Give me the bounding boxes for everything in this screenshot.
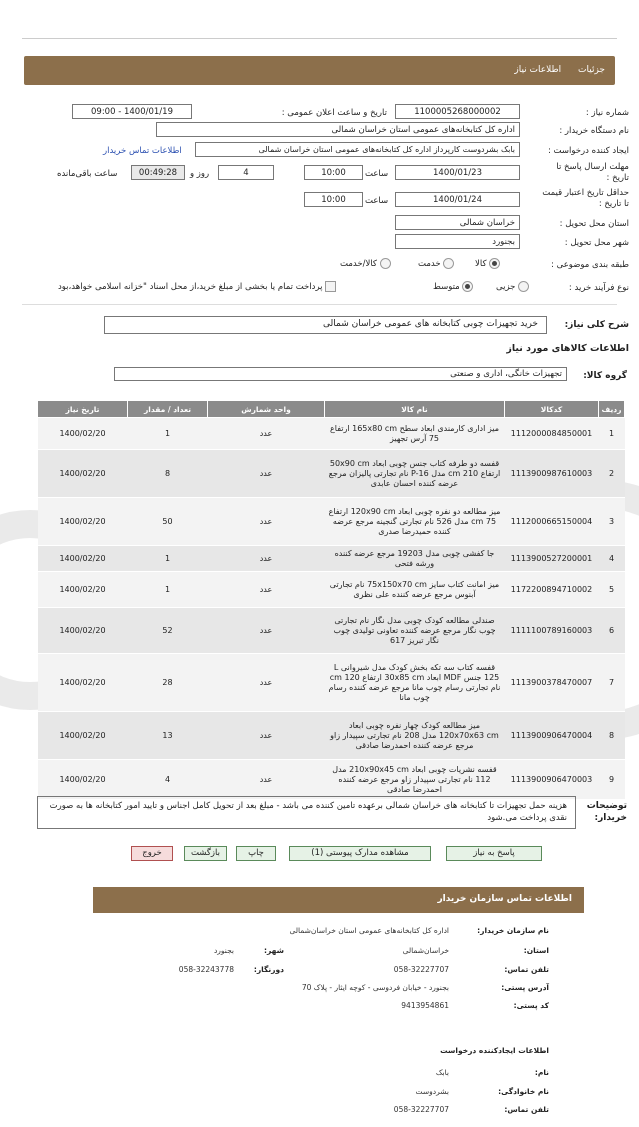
- payment-note-text: پرداخت تمام یا بخشی از مبلغ خرید،از محل اسناد "خزانه اسلامی خواهد،بود: [58, 282, 323, 292]
- validity-date-field: 1400/01/24: [395, 192, 520, 207]
- remaining-time-field: 00:49:28: [131, 165, 185, 180]
- category-goods-label: کالا: [475, 259, 487, 269]
- goods-info-title: اطلاعات کالاهای مورد نیاز: [506, 343, 629, 354]
- phone-value: 058-32227707: [393, 965, 449, 974]
- cell-item-name: میز مطالعه دو نفره چوبی ابعاد 120x90 cm ارتفاع 75 cm مدل 526 نام تجارتی گنجینه مرجع عرضه کننده حمیدرضا صدری: [325, 498, 505, 546]
- cell-item-code: 1113900906470004: [505, 712, 599, 760]
- requester-phone-label: تلفن تماس:: [504, 1105, 549, 1114]
- announce-label: تاریخ و ساعت اعلان عمومی :: [281, 108, 387, 118]
- category-service-label: خدمت: [418, 259, 441, 269]
- cell-need-date: 1400/02/20: [38, 712, 128, 760]
- cell-item-name: قفسه کتاب سه تکه بخش کودک مدل شیروانی L 125 جنس MDF ابعاد 30x85 cm ارتفاع 120 cm نام تجارتی رسام چوب مانا مرجع عرضه کننده رسام چوب مانا: [325, 654, 505, 712]
- print-button[interactable]: چاپ: [236, 846, 276, 861]
- payment-note: [58, 281, 336, 292]
- city-field: بجنورد: [395, 234, 520, 249]
- cell-item-code: 1113900527200001: [505, 546, 599, 572]
- cell-unit: عدد: [208, 450, 325, 498]
- cell-item-code: 1113900906470003: [505, 760, 599, 800]
- need-number-field: 1100005268000002: [395, 104, 520, 119]
- back-button[interactable]: بازگشت: [184, 846, 227, 861]
- phone-label: تلفن تماس:: [504, 965, 549, 974]
- category-service-option[interactable]: [418, 258, 454, 269]
- cell-unit: عدد: [208, 418, 325, 450]
- need-number-label: شماره نیاز :: [585, 108, 629, 118]
- cell-item-code: 1112000084850001: [505, 418, 599, 450]
- cell-quantity: 1: [128, 572, 208, 608]
- cell-unit: عدد: [208, 608, 325, 654]
- province-label-contact: استان:: [523, 946, 549, 955]
- table-row[interactable]: [38, 608, 625, 654]
- cell-unit: عدد: [208, 654, 325, 712]
- cell-item-name: میز اداری کارمندی ابعاد سطح 165x80 cm ارتفاع 75 آرس تجهیز: [325, 418, 505, 450]
- table-row[interactable]: [38, 546, 625, 572]
- table-row[interactable]: [38, 418, 625, 450]
- address-value: بجنورد - خیابان فردوسی - کوچه ایثار - پلاک 70: [301, 983, 449, 992]
- col-item-name: نام کالا: [325, 401, 505, 418]
- cell-item-name: قفسه نشریات چوبی ابعاد 210x90x45 cm مدل 112 نام تجارتی سپیدار زاو مرجع عرضه کننده احمدرضا صادقی: [325, 760, 505, 800]
- fax-label: دورنگار:: [253, 965, 284, 974]
- radio-medium[interactable]: [462, 281, 473, 292]
- cell-item-name: جا کفشی چوبی مدل 19203 مرجع عرضه کننده ورشه فتحی: [325, 546, 505, 572]
- cell-quantity: 8: [128, 450, 208, 498]
- table-row[interactable]: [38, 760, 625, 800]
- col-item-code: کدکالا: [505, 401, 599, 418]
- cell-row-number: 5: [599, 572, 625, 608]
- cell-item-code: 1172200894710002: [505, 572, 599, 608]
- contact-section-title: اطلاعات تماس سازمان خریدار: [437, 894, 572, 904]
- view-attachments-button[interactable]: مشاهده مدارک پیوستی (1): [289, 846, 431, 861]
- goods-group-label: گروه کالا:: [583, 371, 627, 381]
- cell-row-number: 7: [599, 654, 625, 712]
- cell-unit: عدد: [208, 712, 325, 760]
- requester-family-value: بشردوست: [415, 1087, 449, 1096]
- cell-need-date: 1400/02/20: [38, 572, 128, 608]
- cell-quantity: 13: [128, 712, 208, 760]
- category-both-label: کالا/خدمت: [340, 259, 377, 269]
- cell-row-number: 3: [599, 498, 625, 546]
- goods-group-field: تجهیزات خانگی، اداری و صنعتی: [114, 367, 567, 381]
- cell-quantity: 50: [128, 498, 208, 546]
- table-row[interactable]: [38, 654, 625, 712]
- requester-name-value: بابک: [435, 1068, 449, 1077]
- deadline-date-field: 1400/01/23: [395, 165, 520, 180]
- cell-row-number: 4: [599, 546, 625, 572]
- page-header: [24, 56, 615, 85]
- category-label: طبقه بندی موضوعی :: [551, 260, 629, 270]
- cell-item-code: 1113900378470007: [505, 654, 599, 712]
- requester-phone-value: 058-32227707: [393, 1105, 449, 1114]
- cell-need-date: 1400/02/20: [38, 608, 128, 654]
- deadline-time-field: 10:00: [304, 165, 363, 180]
- creator-label: ایجاد کننده درخواست :: [547, 146, 629, 156]
- requester-family-label: نام خانوادگی:: [498, 1087, 549, 1096]
- city-value-contact: بجنورد: [213, 946, 234, 955]
- category-goods-option[interactable]: [475, 258, 500, 269]
- items-table: [37, 400, 625, 800]
- cell-need-date: 1400/02/20: [38, 450, 128, 498]
- category-both-option[interactable]: [340, 258, 391, 269]
- province-value-contact: خراسان‌شمالی: [402, 946, 449, 955]
- exit-button[interactable]: خروج: [131, 846, 173, 861]
- creator-field: بابک بشردوست کارپرداز اداره کل کتابخانه‌های عمومی استان خراسان شمالی: [195, 142, 520, 157]
- address-label: آدرس پستی:: [501, 983, 549, 992]
- fax-value: 058-32243778: [178, 965, 234, 974]
- col-unit: واحد شمارش: [208, 401, 325, 418]
- validity-label: حداقل تاریخ اعتبار قیمت تا تاریخ :: [542, 188, 629, 209]
- cell-need-date: 1400/02/20: [38, 760, 128, 800]
- payment-checkbox[interactable]: [325, 281, 336, 292]
- contact-section-header: [93, 887, 584, 913]
- buyer-notes-label: توضیحات خریدار:: [586, 801, 627, 823]
- cell-item-name: میز امانت کتاب سایز 75x150x70 cm نام تجارتی آبنوس مرجع عرضه کننده علی نظری: [325, 572, 505, 608]
- cell-unit: عدد: [208, 498, 325, 546]
- process-partial-option[interactable]: [496, 281, 529, 292]
- cell-unit: عدد: [208, 546, 325, 572]
- general-desc-label: شرح کلی نیاز:: [564, 320, 629, 330]
- province-field: خراسان شمالی: [395, 215, 520, 230]
- table-row[interactable]: [38, 498, 625, 546]
- section-divider: [22, 304, 617, 305]
- cell-row-number: 1: [599, 418, 625, 450]
- col-quantity: تعداد / مقدار: [128, 401, 208, 418]
- cell-quantity: 28: [128, 654, 208, 712]
- cell-need-date: 1400/02/20: [38, 654, 128, 712]
- deadline-time-label: ساعت: [365, 169, 389, 179]
- deadline-label: مهلت ارسال پاسخ تا تاریخ :: [556, 162, 629, 183]
- cell-item-name: قفسه دو طرفه کتاب جنس چوبی ابعاد 50x90 cm ارتفاع 210 cm مدل P-16 نام تجارتی پالیزان مرجع عرضه کننده احسان عابدی: [325, 450, 505, 498]
- process-label: نوع فرآیند خرید :: [568, 283, 629, 293]
- col-row-number: ردیف: [599, 401, 625, 418]
- general-desc-field: خرید تجهیزات چوبی کتابخانه های عمومی خراسان شمالی: [104, 316, 547, 334]
- process-medium-option[interactable]: [433, 281, 473, 292]
- city-label-contact: شهر:: [264, 946, 284, 955]
- tab-need-info[interactable]: اطلاعات نیاز: [514, 65, 562, 75]
- cell-item-name: میز مطالعه کودک چهار نفره چوبی ابعاد 120x70x63 cm مدل 208 نام تجارتی سپیدار زاو مرجع عرضه کننده احمدرضا صادقی: [325, 712, 505, 760]
- org-name-value: اداره کل کتابخانه‌های عمومی استان خراسان‌شمالی: [289, 926, 449, 935]
- cell-item-code: 1112000665150004: [505, 498, 599, 546]
- cell-row-number: 9: [599, 760, 625, 800]
- cell-need-date: 1400/02/20: [38, 546, 128, 572]
- cell-need-date: 1400/02/20: [38, 498, 128, 546]
- cell-unit: عدد: [208, 572, 325, 608]
- postal-code-value: 9413954861: [401, 1001, 449, 1010]
- tab-details[interactable]: جزئیات: [578, 65, 605, 75]
- cell-quantity: 52: [128, 608, 208, 654]
- top-divider: [22, 38, 617, 39]
- cell-row-number: 6: [599, 608, 625, 654]
- col-need-date: تاریخ نیاز: [38, 401, 128, 418]
- table-header-row: [38, 401, 625, 418]
- validity-time-field: 10:00: [304, 192, 363, 207]
- remaining-time-label: ساعت باقی‌مانده: [57, 169, 118, 179]
- cell-quantity: 1: [128, 546, 208, 572]
- cell-item-name: صندلی مطالعه کودک چوبی مدل نگار نام تجارتی چوب نگار مرجع عرضه کننده تعاونی تولیدی چوب نگار تبریز 617: [325, 608, 505, 654]
- process-partial-label: جزیی: [496, 282, 516, 292]
- announce-field: 1400/01/19 - 09:00: [72, 104, 192, 119]
- days-remaining-field: 4: [218, 165, 274, 180]
- cell-row-number: 2: [599, 450, 625, 498]
- buyer-contact-link[interactable]: اطلاعات تماس خریدار: [103, 146, 182, 156]
- cell-unit: عدد: [208, 760, 325, 800]
- table-row[interactable]: [38, 450, 625, 498]
- requester-section-title: اطلاعات ایجادکننده درخواست: [440, 1046, 549, 1055]
- radio-goods-service[interactable]: [380, 258, 391, 269]
- days-label: روز و: [190, 169, 210, 179]
- reply-button[interactable]: پاسخ به نیاز: [446, 846, 542, 861]
- city-label: شهر محل تحویل :: [564, 238, 629, 248]
- buyer-notes-field: هزینه حمل تجهیزات تا کتابخانه های خراسان شمالی برعهده تامین کننده می باشد - مبلغ بعد از تحویل کامل اجناس و تایید امور کتابخانه ها به صورت نقدی پرداخت می.شود: [37, 796, 576, 829]
- process-medium-label: متوسط: [433, 282, 460, 292]
- table-row[interactable]: [38, 712, 625, 760]
- cell-quantity: 4: [128, 760, 208, 800]
- requester-name-label: نام:: [534, 1068, 549, 1077]
- buyer-label: نام دستگاه خریدار :: [559, 126, 629, 136]
- buyer-field: اداره کل کتابخانه‌های عمومی استان خراسان شمالی: [156, 122, 520, 137]
- radio-service[interactable]: [443, 258, 454, 269]
- cell-quantity: 1: [128, 418, 208, 450]
- org-name-label: نام سازمان خریدار:: [477, 926, 549, 935]
- cell-item-code: 1113900987610003: [505, 450, 599, 498]
- validity-time-label: ساعت: [365, 196, 389, 206]
- cell-row-number: 8: [599, 712, 625, 760]
- radio-partial[interactable]: [518, 281, 529, 292]
- province-label: استان محل تحویل :: [559, 219, 629, 229]
- table-row[interactable]: [38, 572, 625, 608]
- cell-item-code: 1111100789160003: [505, 608, 599, 654]
- cell-need-date: 1400/02/20: [38, 418, 128, 450]
- radio-goods[interactable]: [489, 258, 500, 269]
- postal-code-label: کد پستی:: [513, 1001, 549, 1010]
